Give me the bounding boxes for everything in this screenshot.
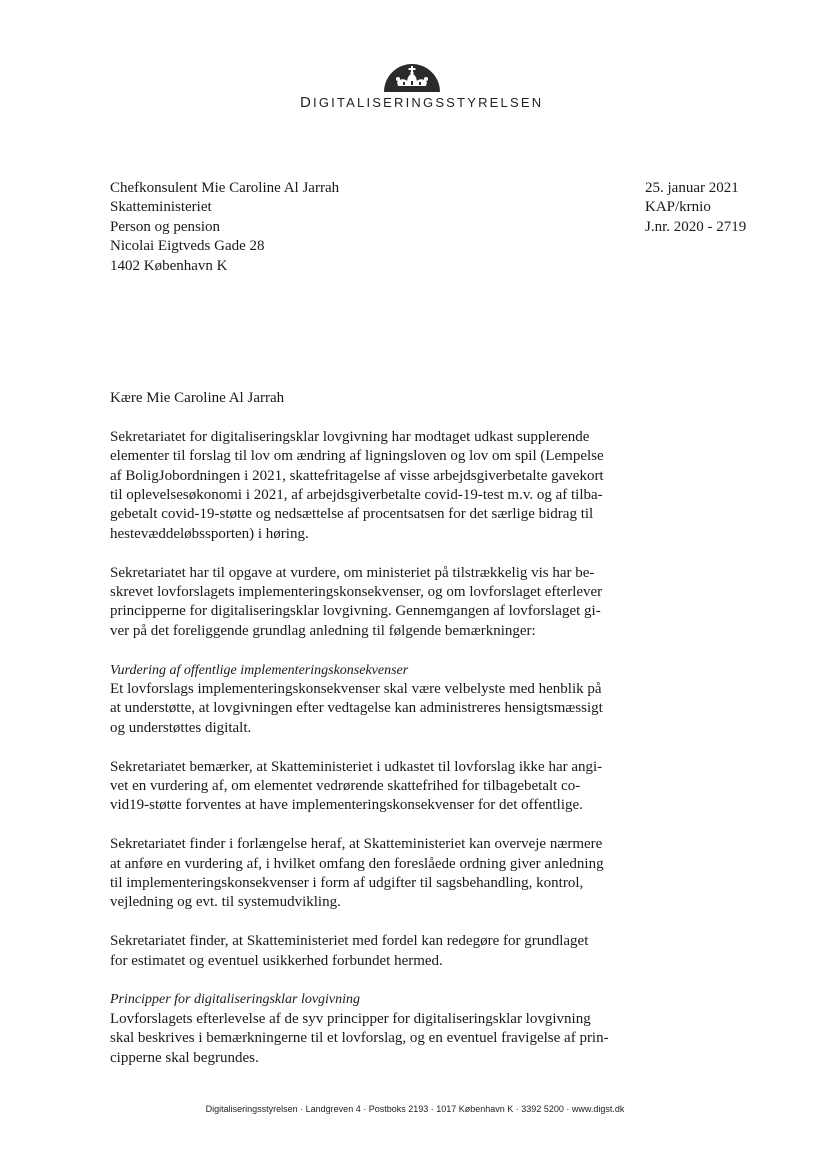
page-footer: Digitaliseringsstyrelsen · Landgreven 4 · Postboks 2193 · 1017 København K · 3392 5200 · www.digst.dk <box>205 1104 625 1114</box>
recipient-line: Chefkonsulent Mie Caroline Al Jarrah <box>110 180 340 196</box>
text-line: Sekretariatet har til opgave at vurdere, om ministeriet på tilstrækkelig vis har be- <box>110 564 595 581</box>
text-line: vet en vurdering af, om elementet vedrørende skattefrihed for tilbagebetalt co- <box>110 778 581 795</box>
agency-name-rest: IGITALISERINGSSTYRELSEN <box>313 95 544 110</box>
salutation: Kære Mie Caroline Al Jarrah <box>110 390 285 406</box>
text-line: for estimatet og eventuel usikkerhed forbundet hermed. <box>110 952 443 969</box>
text-line: skal beskrives i bemærkningerne til et lovforslag, og en eventuel fravigelse af prin- <box>110 1030 609 1047</box>
text-line: Et lovforslags implementeringskonsekvenser skal være velbelyste med henblik på <box>110 681 602 698</box>
section-implementation <box>110 661 630 739</box>
section-heading: Vurdering af offentlige implementeringskonsekvenser <box>110 662 409 678</box>
text-line: ver på det foreliggende grundlag anledning til følgende bemærkninger: <box>110 622 536 639</box>
recipient-line: Skatteministeriet <box>110 199 212 216</box>
text-line: gebetalt covid-19-støtte og nedsættelse af procentsatsen for det særlige bidrag til <box>110 506 594 523</box>
journal-number: J.nr. 2020 - 2719 <box>645 218 747 235</box>
text-line: at understøtte, at lovgivningen efter vedtagelse kan administreres hensigtsmæssigt <box>110 700 603 717</box>
text-line: til oplevelsesøkonomi i 2021, af arbejdsgiverbetalte covid-19-test m.v. og af tilba- <box>110 487 603 504</box>
letter-date: 25. januar 2021 <box>645 180 739 196</box>
letter-meta <box>645 179 746 237</box>
text-line: cipperne skal begrundes. <box>110 1049 259 1066</box>
text-line: Sekretariatet finder, at Skatteministeriet med fordel kan redegøre for grundlaget <box>110 933 589 950</box>
agency-logo <box>300 60 544 112</box>
section-principles <box>110 990 630 1068</box>
agency-name-initial: D <box>300 94 314 111</box>
paragraph-estimate <box>110 932 630 971</box>
text-line: vid19-støtte forventes at have implementeringskonsekvenser for det offentlige. <box>110 797 583 814</box>
paragraph-finding <box>110 835 630 913</box>
text-line: til implementeringskonsekvenser i form af udgifter til sagsbehandling, kontrol, <box>110 875 584 892</box>
text-line: principperne for digitaliseringsklar lovgivning. Gennemgangen af lovforslaget gi- <box>110 603 601 620</box>
crown-icon <box>383 60 441 92</box>
recipient-line: 1402 København K <box>110 257 228 274</box>
section-heading: Principper for digitaliseringsklar lovgivning <box>110 992 361 1008</box>
recipient-address <box>110 179 339 276</box>
text-line: Lovforslagets efterlevelse af de syv principper for digitaliseringsklar lovgivning <box>110 1010 591 1027</box>
text-line: af BoligJobordningen i 2021, skattefritagelse af visse arbejdsgiverbetalte gavekort <box>110 467 604 484</box>
text-line: elementer til forslag til lov om ændring af ligningsloven og lov om spil (Lempelse <box>110 448 604 465</box>
paragraph-task <box>110 564 630 642</box>
paragraph-intro <box>110 428 630 544</box>
text-line: Sekretariatet for digitaliseringsklar lovgivning har modtaget udkast supplerende <box>110 428 590 445</box>
text-line: Sekretariatet bemærker, at Skatteministeriet i udkastet til lovforslag ikke har angi- <box>110 758 603 775</box>
agency-name <box>300 94 544 111</box>
paragraph-remark <box>110 758 630 816</box>
letter-initials: KAP/krnio <box>645 199 711 216</box>
text-line: Sekretariatet finder i forlængelse heraf, at Skatteministeriet kan overveje nærmere <box>110 836 603 853</box>
text-line: og understøttes digitalt. <box>110 719 252 736</box>
text-line: skrevet lovforslagets implementeringskonsekvenser, og om lovforslaget efterlever <box>110 584 603 601</box>
text-line: hestevæddeløbssporten) i høring. <box>110 525 309 542</box>
text-line: vejledning og evt. til systemudvikling. <box>110 894 341 911</box>
text-line: at anføre en vurdering af, i hvilket omfang den foreslåede ordning giver anledning <box>110 855 604 872</box>
recipient-line: Nicolai Eigtveds Gade 28 <box>110 238 265 255</box>
recipient-line: Person og pension <box>110 218 220 235</box>
letter-body <box>110 389 630 1088</box>
